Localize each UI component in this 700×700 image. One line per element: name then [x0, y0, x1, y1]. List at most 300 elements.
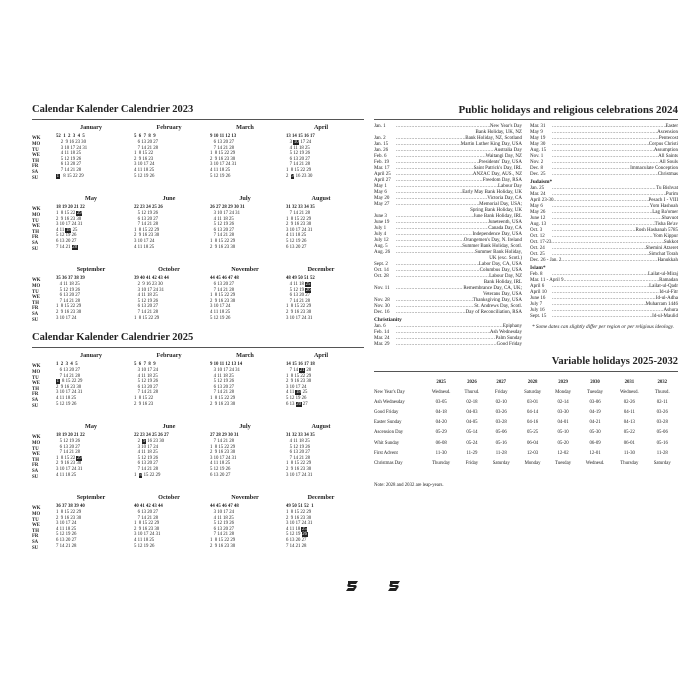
month-name: August — [311, 423, 331, 430]
holiday-name: June Bank Holiday, IRL — [473, 214, 522, 219]
month-november — [210, 266, 280, 321]
day-row: 6 13 20 27 — [56, 238, 77, 244]
holiday-name: Columbus Day, USA — [479, 268, 522, 273]
calendar-quarter-row — [32, 423, 364, 490]
day-row: 7 14 21 28 — [210, 233, 234, 239]
day-row: 4 11 18 25 — [134, 373, 158, 379]
holiday-name: Summer Bank Holiday, Scotl. — [462, 244, 522, 249]
table-cell: 05-16 — [656, 440, 668, 446]
weekday-label: MO — [32, 142, 41, 147]
day-row: 7 14 21 28 — [134, 309, 158, 315]
day-row: 7 14 21 28 — [286, 543, 307, 549]
weekday-label: TH — [32, 158, 39, 164]
day-row: 6 13 20 27 — [56, 162, 82, 168]
table-cell: 06-01 — [623, 440, 635, 446]
day-row: 2 9 16 23 30 — [286, 222, 312, 228]
day-row: 6 13 20 27 — [134, 384, 158, 390]
holiday-highlight: 21 — [299, 368, 305, 373]
holiday-name: Memorial Day, USA; — [479, 202, 522, 207]
month-september — [56, 266, 126, 321]
weekday-label: SU — [32, 545, 39, 551]
calendar-quarter-row — [32, 195, 364, 262]
table-cell: 02-10 — [495, 399, 507, 405]
holiday-date: Mar. 29 — [374, 342, 390, 347]
holiday-date: Jan. 15 — [374, 142, 389, 147]
day-row: 1 8 15 22 29 — [56, 211, 82, 216]
day-row: 5 12 19 26 — [134, 455, 158, 461]
table-cell: 03-28 — [656, 420, 668, 426]
day-row: 7 14 21 28 — [56, 450, 80, 456]
holiday-date: Oct. 3 — [530, 228, 543, 233]
calendar-quarter-row — [32, 124, 364, 191]
brand-logo-icon — [345, 580, 359, 592]
holiday-date: Aug. 13 — [530, 222, 547, 227]
week-numbers: 40 41 42 43 44 — [134, 504, 163, 509]
day-row: 4 11 18 25 — [286, 390, 308, 396]
holiday-date: May 19 — [530, 136, 546, 141]
day-row: 1 8 15 22 29 — [286, 373, 312, 379]
month-name: December — [307, 494, 335, 501]
weekday-label: TH — [32, 386, 39, 392]
year-header: 2032 — [657, 379, 668, 385]
day-row: 5 12 19 26 — [210, 379, 234, 385]
table-cell: 05-20 — [557, 440, 569, 446]
day-row: 3 10 17 24 — [56, 315, 77, 321]
weekday-label: TH — [32, 300, 39, 306]
holiday-date: Mar. 24 — [374, 336, 390, 341]
weekday-label: WK — [32, 207, 41, 212]
table-cell: 05-30 — [589, 430, 601, 436]
month-june — [134, 423, 204, 478]
holiday-date: April 25 — [374, 172, 391, 177]
day-row: 6 13 20 27 — [210, 227, 234, 233]
week-numbers: 18 19 20 21 22 — [56, 205, 85, 210]
day-row: 6 13 20 27 — [134, 140, 158, 145]
day-row: 6 13 20 27 — [56, 368, 80, 373]
holiday-highlight: 10 — [293, 140, 299, 145]
holiday-date: July 12 — [374, 238, 389, 243]
table-cell: 04-20 — [435, 420, 447, 426]
weekday-label: TU — [32, 517, 39, 523]
holidays-column-1 — [374, 124, 522, 348]
day-row: 2 9 16 23 30 — [56, 384, 82, 390]
day-row: 3 10 17 24 — [134, 444, 158, 450]
weekday-label: MO — [32, 284, 41, 289]
month-name: May — [84, 195, 98, 202]
leader-dots — [396, 250, 475, 256]
weekday-labels — [32, 435, 54, 480]
week-numbers: 31 32 33 34 35 — [286, 433, 315, 438]
holiday-name: Christmas — [657, 172, 678, 177]
holiday-name: Freedom Day, RSA — [482, 178, 522, 183]
day-row: 4 11 18 25 — [289, 282, 311, 287]
weekday-label: TH — [32, 229, 39, 235]
table-cell: 03-26 — [656, 409, 668, 415]
day-row: 2 9 16 23 — [134, 401, 154, 407]
day-row: 5 12 19 26 — [134, 379, 158, 385]
day-row: 7 14 21 28 — [134, 222, 158, 228]
holiday-highlight: 29 — [77, 455, 82, 461]
day-row: 1 8 15 22 29 — [134, 315, 160, 321]
day-row: 6 13 20 27 — [56, 444, 80, 450]
holiday-name: Remembrance Day, CA, UK; — [463, 286, 522, 291]
leader-dots — [561, 258, 657, 264]
holiday-date: Mar. 24 — [530, 192, 546, 197]
holiday-name: Immaculate Conception — [630, 166, 678, 171]
day-row: 4 11 18 25 — [210, 167, 231, 173]
leader-dots — [396, 342, 497, 348]
year-header: 2029 — [558, 379, 568, 385]
holiday-highlight: 29 — [77, 211, 82, 216]
holiday-date: Jan. 26 — [374, 148, 389, 153]
weekday-label: FR — [32, 534, 39, 540]
day-row: 2 9 16 23 30 — [286, 173, 313, 179]
holiday-entry — [530, 172, 678, 178]
table-cell: 06-04 — [526, 440, 539, 446]
holiday-date: May 9 — [530, 130, 543, 135]
table-cell: 06-08 — [435, 440, 447, 446]
holiday-name: Yom Kippur — [653, 234, 678, 239]
holiday-date: Dec. 16 — [374, 310, 390, 315]
table-cell: 03-28 — [495, 420, 507, 426]
row-label: Good Friday — [374, 409, 399, 415]
week-numbers: 22 23 24 25 26 — [134, 205, 163, 210]
holiday-date: June 16 — [530, 296, 546, 301]
holiday-date: Aug. 26 — [374, 250, 391, 255]
day-row: 4 11 18 25 — [56, 227, 78, 233]
month-name: September — [76, 266, 106, 273]
weekday-label: SU — [32, 403, 39, 409]
weekday-labels — [32, 506, 54, 551]
day-row: 3 10 17 24 — [134, 238, 155, 244]
day-row: 5 12 19 26 — [286, 238, 307, 244]
table-cell: Friday — [465, 460, 479, 466]
day-row: 3 10 17 24 31 — [56, 145, 88, 151]
day-row: 6 13 20 27 — [210, 140, 234, 145]
table-cell: 05-22 — [623, 430, 635, 436]
holiday-name: Id-ul-Maulid — [652, 314, 678, 319]
holiday-name: Sukkot — [663, 240, 678, 245]
day-row: 7 14 21 28 — [134, 145, 158, 151]
day-row: 7 14 21 28 — [210, 287, 234, 293]
day-row: 3 10 17 24 31 — [210, 455, 237, 461]
weekday-label: SA — [32, 539, 39, 545]
day-row: 1 8 15 22 29 — [210, 238, 236, 244]
day-row: 7 14 21 28 — [289, 368, 312, 373]
day-row: 7 14 21 28 — [286, 162, 310, 168]
holiday-name: Martin Luther King Day, USA — [460, 142, 522, 147]
week-numbers: 9 10 11 12 13 — [210, 134, 237, 139]
day-row: 6 13 20 27 — [56, 293, 80, 299]
month-name: December — [307, 266, 335, 273]
month-name: June — [162, 423, 176, 430]
week-numbers: 9 10 11 12 13 14 — [210, 362, 243, 367]
weekday-label: WE — [32, 224, 40, 230]
day-row: 2 9 16 23 30 — [286, 309, 312, 315]
holiday-name: Ramadan — [659, 278, 678, 283]
day-row: 4 11 18 25 — [134, 293, 158, 299]
month-november — [210, 494, 280, 549]
table-cell: 05-06 — [495, 430, 507, 436]
table-cell: 04-05 — [466, 420, 478, 426]
week-numbers: 26 27 28 29 30 31 — [210, 205, 245, 210]
year-calendar — [32, 332, 364, 556]
holiday-name: UK (exc. Scotl.) — [489, 256, 522, 261]
holiday-name: Labour Day — [497, 184, 522, 189]
weekday-label: TH — [32, 457, 39, 463]
month-august — [286, 195, 356, 250]
day-row: 1 8 15 22 29 — [286, 461, 312, 467]
day-row: 1 8 15 22 29 — [134, 521, 160, 527]
day-row: 1 8 15 22 29 — [56, 304, 82, 310]
weekday-label: MO — [32, 441, 41, 446]
holiday-date: Nov. 28 — [374, 298, 390, 303]
day-row: 5 12 19 26 — [289, 287, 311, 293]
holiday-name: Orangemen's Day, N. Ireland — [463, 238, 522, 243]
holiday-name: Ashura — [663, 308, 678, 313]
table-cell: 05-25 — [526, 430, 539, 436]
planner-page — [22, 96, 678, 601]
month-january — [56, 352, 126, 407]
day-row: 1 8 15 22 29 — [286, 510, 312, 515]
day-row: 7 14 21 28 — [210, 145, 234, 151]
month-name: January — [79, 352, 102, 359]
day-row: 7 14 21 28 — [56, 298, 80, 304]
calendar-quarter-row — [32, 494, 364, 561]
month-january — [56, 124, 126, 179]
leader-dots — [396, 286, 463, 292]
holidays-section — [374, 104, 678, 488]
day-row: 1 8 15 22 29 — [286, 167, 312, 173]
day-row: 2 9 16 23 30 — [210, 401, 236, 407]
weekday-label: SA — [32, 397, 39, 403]
weekday-label: SU — [32, 246, 39, 252]
leader-dots — [552, 314, 652, 320]
weekday-label: WK — [32, 364, 41, 369]
table-cell: 04-19 — [589, 409, 601, 415]
day-row: 2 9 16 23 30 — [210, 156, 236, 162]
holiday-date: Sept. 2 — [374, 262, 388, 267]
day-row: 7 14 21 28 — [56, 373, 80, 379]
day-row: 4 11 18 25 — [134, 537, 155, 543]
holiday-name: Waitangi Day, NZ — [485, 154, 522, 159]
day-row: 7 14 21 28 — [56, 167, 82, 173]
day-row: 6 13 20 27 — [210, 526, 234, 532]
day-row: 5 12 19 26 — [56, 287, 80, 293]
week-numbers: 1 2 3 4 5 — [56, 362, 78, 367]
holiday-highlight: 28 — [72, 244, 77, 250]
day-row: 5 12 19 26 — [210, 466, 231, 472]
day-row: 6 13 20 27 — [134, 510, 158, 515]
month-name: September — [76, 494, 106, 501]
holiday-date: Jan. 6 — [374, 324, 386, 329]
table-cell: 11-30 — [435, 450, 447, 456]
day-row: 4 11 18 25 — [210, 309, 231, 315]
holiday-name: Tisha Be'av — [654, 222, 678, 227]
weekday-labels — [32, 207, 54, 252]
day-row: 6 13 20 27 — [56, 537, 77, 543]
month-name: August — [311, 195, 331, 202]
row-label: Ascension Day — [374, 430, 404, 436]
holiday-name: All Souls — [659, 160, 678, 165]
day-row: 2 9 16 23 30 — [210, 298, 236, 304]
day-row: 7 14 21 28 — [286, 211, 310, 216]
week-numbers: 5 6 7 8 9 — [134, 134, 156, 139]
weekday-label: WE — [32, 452, 40, 458]
day-row: 3 10 17 24 31 — [210, 211, 240, 216]
day-row: 3 10 17 24 — [286, 384, 307, 390]
month-name: May — [84, 423, 98, 430]
holiday-highlight: 25 — [302, 526, 307, 532]
weekday-label: FR — [32, 306, 39, 312]
table-cell: 04-13 — [623, 420, 635, 426]
day-row: 5 12 19 26 — [56, 156, 82, 162]
holiday-date: Oct. 25 — [530, 252, 545, 257]
week-numbers: 35 36 37 38 39 — [56, 276, 85, 281]
leader-dots — [396, 274, 489, 280]
holiday-name: Shavuot — [661, 216, 678, 221]
table-cell: 03-01 — [526, 399, 539, 405]
month-march — [210, 352, 280, 407]
holiday-date: Feb. 19 — [374, 160, 389, 165]
holiday-highlight: 9 — [291, 173, 294, 179]
weekday-label: SA — [32, 240, 39, 246]
holidays-column-2 — [530, 124, 678, 331]
holiday-date: Nov. 1 — [530, 154, 544, 159]
day-row: 2 9 16 23 30 — [56, 515, 82, 521]
week-numbers: 18 19 20 21 22 — [56, 433, 85, 438]
holiday-date: May 6 — [530, 204, 543, 209]
day-row: 7 14 21 28 — [210, 390, 234, 396]
weekday-label: TU — [32, 446, 39, 452]
day-row: 6 13 20 27 — [286, 450, 310, 456]
section-heading: Islam* — [530, 265, 546, 271]
day-row: 1 8 15 22 29 — [210, 395, 236, 401]
day-row: 4 11 18 25 — [56, 151, 82, 157]
day-row: 2 9 16 23 30 — [56, 309, 82, 315]
day-row: 2 9 16 23 30 — [210, 450, 236, 456]
holiday-name: Saint Patrick's Day, IRL — [473, 166, 522, 171]
day-row: 6 13 20 27 — [286, 244, 307, 250]
table-corner — [374, 377, 424, 387]
day-row: 6 13 20 27 — [210, 384, 234, 390]
day-row: 6 13 20 27 — [210, 472, 231, 478]
leader-dots — [396, 310, 466, 316]
weekday-label: TU — [32, 218, 39, 224]
month-name: April — [313, 124, 329, 131]
month-april — [286, 352, 356, 407]
table-cell: 02-14 — [557, 399, 569, 405]
day-row: 2 9 16 23 30 — [56, 216, 82, 222]
weekday-label: SU — [32, 317, 39, 323]
day-row: 4 11 18 25 — [134, 450, 158, 456]
day-row: 4 11 18 25 — [134, 167, 155, 173]
day-row: 3 10 17 24 31 — [56, 222, 83, 228]
holiday-date: Sept. 15 — [530, 314, 547, 319]
day-row: 4 11 18 25 — [56, 472, 77, 478]
month-february — [134, 124, 204, 179]
day-row: 6 13 20 27 — [134, 304, 158, 310]
table-cell: Wednesd. — [620, 389, 639, 395]
holiday-date: July 7 — [530, 302, 543, 307]
holiday-date: Feb. 8 — [530, 272, 543, 277]
table-cell: 06-09 — [589, 440, 601, 446]
day-row: 6 13 20 27 — [286, 156, 310, 162]
holiday-highlight: 26 — [302, 532, 307, 538]
day-row: 2 9 16 23 30 — [286, 466, 312, 472]
day-row: 4 11 18 25 — [56, 282, 80, 287]
table-cell: 04-11 — [623, 409, 635, 415]
day-row: 1 8 15 22 — [134, 395, 154, 401]
table-cell: 04-01 — [557, 420, 569, 426]
day-row: 6 13 20 27 — [286, 293, 310, 299]
variable-holidays-table — [374, 377, 678, 469]
table-cell: Saturday — [524, 389, 542, 395]
month-june — [134, 195, 204, 250]
table-row — [374, 397, 678, 407]
holiday-name: Rosh Hashanah 5785 — [635, 228, 678, 233]
table-cell: 12-02 — [557, 450, 569, 456]
holiday-name: Bank Holiday, NZ, Scotland — [465, 136, 522, 141]
month-july — [210, 195, 280, 250]
holiday-name: Id-ul-Fitr — [659, 290, 678, 295]
month-name: November — [231, 266, 259, 273]
day-row: 1 8 15 22 — [134, 151, 154, 157]
table-cell: 05-24 — [466, 440, 478, 446]
holiday-name: Tu Bishvat — [656, 186, 678, 191]
month-name: February — [156, 352, 182, 359]
day-row: 5 12 19 26 — [210, 521, 234, 527]
holiday-name: Muharram 1446 — [645, 302, 678, 307]
weekday-label: SU — [32, 175, 39, 181]
holiday-name: Ash Wednesday — [489, 330, 522, 335]
day-row: 5 12 19 26 — [56, 401, 77, 407]
day-row: 2 9 16 23 30 — [56, 140, 86, 145]
table-cell: 02-18 — [466, 399, 478, 405]
table-row — [374, 407, 678, 417]
holiday-date: Aug. 15 — [530, 148, 547, 153]
day-row: 3 10 17 24 31 — [56, 466, 83, 472]
year-header: 2027 — [496, 379, 507, 385]
holiday-date: May 27 — [374, 202, 390, 207]
weekday-label: WK — [32, 136, 41, 141]
table-cell: 11-28 — [495, 450, 507, 456]
day-row: 5 12 19 26 — [56, 233, 77, 239]
calendar-title: Calendar Kalender Calendrier 2025 — [32, 332, 364, 348]
holiday-date: April 6 — [530, 284, 545, 289]
holiday-date: July 16 — [530, 308, 545, 313]
holiday-name: Canada Day, CA — [488, 226, 522, 231]
day-row: 1 8 15 22 29 — [210, 537, 236, 543]
weekday-label: WE — [32, 381, 40, 387]
holiday-date: Oct. 14 — [374, 268, 389, 273]
day-row: 4 11 18 25 — [210, 373, 234, 379]
day-row: 1 8 15 22 29 — [210, 293, 236, 299]
day-row: 2 9 16 23 30 — [137, 439, 165, 444]
week-numbers: 22 23 24 25 26 27 — [134, 433, 169, 438]
weekday-label: SA — [32, 468, 39, 474]
day-row: 1 8 15 22 29 — [56, 173, 84, 179]
holiday-name: Independence Day, USA — [472, 232, 522, 237]
holiday-date: April 23-30 — [530, 198, 554, 203]
holiday-name: Lailat-ul-Miraj — [648, 272, 678, 277]
holiday-date: June 3 — [374, 214, 387, 219]
table-row — [374, 387, 678, 397]
holiday-name: Early May Bank Holiday, UK — [462, 190, 522, 195]
year-calendar — [32, 104, 364, 328]
holiday-date: Dec. 26 - Jan. 2 — [530, 258, 562, 263]
week-numbers: 13 14 15 16 17 — [286, 134, 315, 139]
